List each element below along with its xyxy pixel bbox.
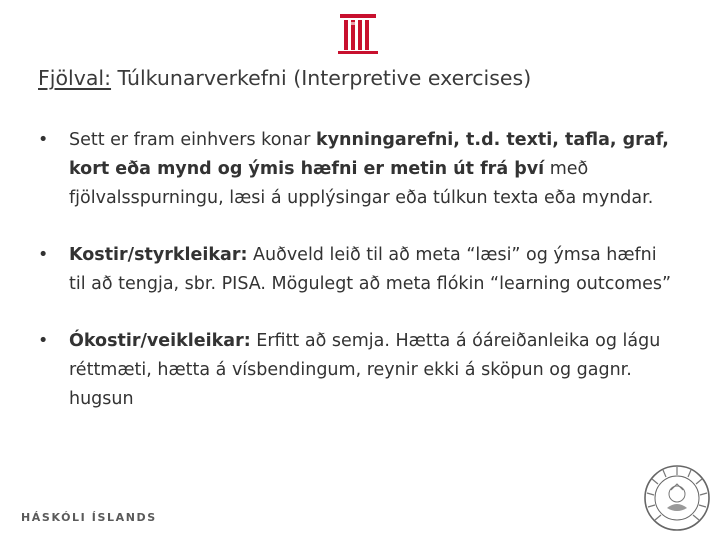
- bullet-list: [38, 126, 678, 442]
- bullet-segment: Auðveld leið til að meta “læsi” og ýmsa hæfni til að tengja, sbr. PISA. Mögulegt að meta flókin “learning outcomes”: [69, 245, 672, 294]
- bullet-marker: •: [38, 130, 49, 150]
- university-seal-icon: [643, 464, 711, 532]
- title-prefix: Fjölval:: [38, 66, 112, 90]
- bullet-item: [38, 126, 678, 213]
- bullet-segment-bold: Kostir/styrkleikar:: [69, 245, 248, 265]
- bullet-marker: •: [38, 245, 49, 265]
- bullet-item: [38, 241, 678, 299]
- bullet-segment: með fjölvalsspurningu, læsi á upplýsingar eða túlkun texta eða myndar.: [69, 159, 654, 208]
- bullet-segment: Erfitt að semja. Hætta á óáreiðanleika og lágu réttmæti, hætta á vísbendingum, reynir ekki á sköpun og gagnr. hugsun: [69, 331, 661, 409]
- bullet-text: [69, 331, 660, 409]
- bullet-text: [69, 245, 671, 294]
- bullet-segment-bold: Ókostir/veikleikar:: [69, 331, 251, 351]
- bullet-text: [69, 130, 669, 208]
- university-logo-icon: [336, 12, 380, 56]
- institution-name: HÁSKÓLI ÍSLANDS: [21, 511, 157, 524]
- bullet-segment-bold: kynningarefni, t.d. texti, tafla, graf, kort eða mynd og ýmis hæfni er metin út frá því: [69, 130, 669, 179]
- slide-title: [38, 60, 698, 96]
- bullet-marker: •: [38, 331, 49, 351]
- title-rest: Túlkunarverkefni (Interpretive exercises): [111, 66, 532, 90]
- bullet-item: [38, 327, 678, 414]
- bullet-segment: Sett er fram einhvers konar: [69, 130, 316, 150]
